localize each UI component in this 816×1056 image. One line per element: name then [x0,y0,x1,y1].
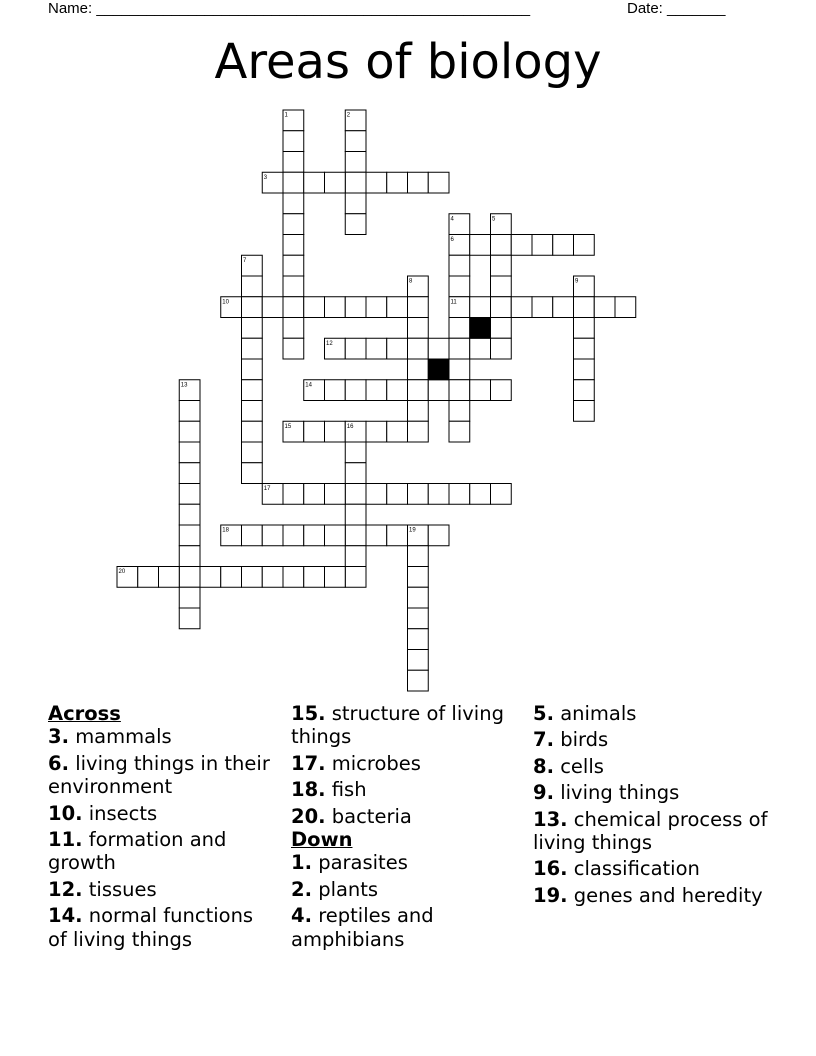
cell-number: 5 [492,216,496,223]
crossword-cell[interactable] [366,338,387,359]
crossword-cell[interactable] [325,525,346,546]
clue-across-14 [48,904,278,951]
crossword-cell[interactable] [491,338,512,359]
crossword-cell[interactable] [179,484,200,505]
crossword-cell[interactable] [574,359,595,380]
clue-across-12 [48,878,278,901]
crossword-cell[interactable] [325,297,346,318]
crossword-cell[interactable] [304,484,325,505]
crossword-cell[interactable] [366,484,387,505]
crossword-cell[interactable] [574,318,595,339]
clue-down-8 [533,755,773,778]
crossword-cell[interactable] [242,359,263,380]
cell-number: 15 [284,423,292,430]
crossword-cell[interactable] [449,484,470,505]
crossword-cell[interactable] [325,484,346,505]
crossword-cell[interactable] [408,421,429,442]
crossword-cell[interactable] [283,297,304,318]
crossword-cell[interactable] [449,276,470,297]
clue-number: 13. [533,807,568,831]
clue-across-20 [291,805,521,828]
crossword-cell[interactable] [449,255,470,276]
cell-number: 14 [305,382,312,389]
clue-number: 9. [533,781,554,805]
cell-number: 7 [243,257,247,264]
crossword-cell[interactable] [242,567,263,588]
clue-text: living things in their environment [48,751,270,799]
crossword-cell[interactable] [553,235,574,256]
crossword-cell[interactable] [283,318,304,339]
clue-text: cells [560,754,604,778]
crossword-black-cell [428,359,449,380]
crossword-cell[interactable] [387,297,408,318]
clue-text: reptiles and amphibians [291,904,434,951]
crossword-cell[interactable] [242,525,263,546]
clue-number: 11. [48,828,83,852]
clue-text: parasites [318,851,408,875]
cell-number: 11 [450,299,457,306]
crossword-cell[interactable] [491,380,512,401]
cell-number: 18 [222,527,229,534]
clue-text: microbes [331,751,421,775]
crossword-cell[interactable] [283,338,304,359]
crossword-cell[interactable] [200,567,221,588]
crossword-cell[interactable] [283,484,304,505]
crossword-cell[interactable] [491,235,512,256]
crossword-cell[interactable] [345,152,366,173]
crossword-cell[interactable] [408,401,429,422]
clue-text: formation and growth [48,828,227,875]
crossword-cell[interactable] [283,131,304,152]
crossword-cell[interactable] [242,297,263,318]
crossword-cell[interactable] [283,567,304,588]
clue-number: 5. [533,702,554,725]
clue-across-18 [291,778,521,801]
crossword-cell[interactable] [470,235,491,256]
crossword-cell[interactable] [179,442,200,463]
crossword-cell[interactable] [366,297,387,318]
cell-number: 12 [326,340,333,347]
crossword-cell[interactable] [449,401,470,422]
crossword-cell[interactable] [387,525,408,546]
crossword-cell[interactable] [449,359,470,380]
crossword-cell[interactable] [242,401,263,422]
cell-number: 9 [575,278,579,285]
crossword-cell[interactable] [345,380,366,401]
clue-down-7 [533,728,773,751]
cell-number: 13 [180,382,188,389]
crossword-cell[interactable] [242,463,263,484]
crossword-cell[interactable] [283,525,304,546]
down-heading: Down [291,828,353,852]
crossword-cell[interactable] [491,484,512,505]
crossword-cell[interactable] [532,235,553,256]
crossword-cell[interactable] [325,421,346,442]
crossword-cell[interactable] [283,152,304,173]
clue-text: birds [560,728,609,752]
crossword-cell[interactable] [408,297,429,318]
crossword-cell[interactable] [345,484,366,505]
crossword-cell[interactable] [179,525,200,546]
crossword-cell[interactable] [283,172,304,193]
crossword-cell[interactable] [574,297,595,318]
crossword-cell[interactable] [345,504,366,525]
clue-down-4 [291,904,521,951]
clue-text: classification [573,857,700,881]
crossword-cell[interactable] [408,629,429,650]
clue-text: bacteria [331,804,412,828]
clue-number: 20. [291,804,326,828]
clue-number: 7. [533,728,554,752]
crossword-cell[interactable] [470,380,491,401]
crossword-cell[interactable] [594,297,615,318]
crossword-cell[interactable] [345,297,366,318]
clue-column-2 [291,702,521,954]
name-field[interactable]: Name: ____________________________________________________ [48,0,531,17]
clue-number: 8. [533,754,554,778]
clue-text: insects [88,801,158,825]
crossword-cell[interactable] [511,235,532,256]
crossword-cell[interactable] [449,338,470,359]
crossword-cell[interactable] [345,463,366,484]
crossword-cell[interactable] [511,297,532,318]
crossword-cell[interactable] [242,338,263,359]
clue-down-5 [533,702,773,725]
page-title: Areas of biology [214,34,602,90]
cell-number: 10 [222,299,229,306]
clue-text: living things [560,781,680,805]
crossword-cell[interactable] [262,567,283,588]
clue-number: 18. [291,778,326,802]
crossword-cell[interactable] [491,318,512,339]
crossword-black-cell [470,318,491,339]
cell-number: 19 [409,527,416,534]
clue-text: animals [560,702,637,725]
crossword-cell[interactable] [387,484,408,505]
crossword-cell[interactable] [408,338,429,359]
crossword-cell[interactable] [428,525,449,546]
clue-number: 6. [48,751,69,775]
crossword-cell[interactable] [179,421,200,442]
crossword-cell[interactable] [221,567,242,588]
clue-down-16 [533,857,773,880]
crossword-cell[interactable] [262,525,283,546]
crossword-cell[interactable] [283,193,304,214]
clue-across-11 [48,828,278,875]
crossword-cell[interactable] [574,380,595,401]
crossword-cell[interactable] [345,193,366,214]
crossword-cell[interactable] [491,276,512,297]
cell-number: 6 [450,237,454,243]
crossword-cell[interactable] [408,546,429,567]
clue-number: 3. [48,725,69,749]
crossword-cell[interactable] [325,172,346,193]
crossword-cell[interactable] [366,421,387,442]
crossword-cell[interactable] [138,567,159,588]
crossword-cell[interactable] [408,587,429,608]
clue-down-1 [291,851,521,874]
cell-number: 4 [450,216,454,223]
crossword-cell[interactable] [408,608,429,629]
clue-number: 1. [291,851,312,875]
crossword-cell[interactable] [532,297,553,318]
cell-number: 1 [284,112,288,119]
clue-down-9 [533,781,773,804]
crossword-cell[interactable] [574,401,595,422]
crossword-cell[interactable] [325,567,346,588]
crossword-cell[interactable] [345,546,366,567]
crossword-cell[interactable] [345,525,366,546]
clue-column-1 [48,702,278,954]
crossword-cell[interactable] [428,338,449,359]
crossword-cell[interactable] [491,297,512,318]
clue-number: 14. [48,904,83,928]
clue-text: normal functions of living things [48,904,254,951]
crossword-cell[interactable] [242,442,263,463]
crossword-cell[interactable] [408,567,429,588]
clue-number: 4. [291,904,312,928]
clue-number: 15. [291,702,326,725]
crossword-cell[interactable] [615,297,636,318]
crossword-cell[interactable] [387,421,408,442]
clue-across-10 [48,802,278,825]
clue-text: structure of living things [291,702,504,749]
crossword-cell[interactable] [242,276,263,297]
crossword-cell[interactable] [470,297,491,318]
crossword-cell[interactable] [304,567,325,588]
crossword-cell[interactable] [408,650,429,671]
crossword-cell[interactable] [325,380,346,401]
crossword-cell[interactable] [304,297,325,318]
crossword-cell[interactable] [345,442,366,463]
crossword-cell[interactable] [428,380,449,401]
crossword-cell[interactable] [366,525,387,546]
crossword-cell[interactable] [449,380,470,401]
crossword-cell[interactable] [179,401,200,422]
crossword-cell[interactable] [408,318,429,339]
clue-number: 12. [48,877,83,901]
clue-number: 10. [48,801,83,825]
crossword-cell[interactable] [428,484,449,505]
clue-across-3 [48,725,278,748]
clue-text: plants [318,877,379,901]
across-heading: Across [48,702,121,725]
clue-text: chemical process of living things [533,807,768,855]
crossword-cell[interactable] [408,670,429,691]
cell-number: 16 [346,423,354,430]
crossword-cell[interactable] [242,318,263,339]
cell-number: 8 [409,278,413,285]
crossword-cell[interactable] [387,338,408,359]
crossword-cell[interactable] [408,484,429,505]
crossword-cell[interactable] [283,235,304,256]
crossword-cell[interactable] [449,421,470,442]
clue-text: genes and heredity [573,883,763,907]
crossword-cell[interactable] [283,255,304,276]
crossword-cell[interactable] [345,131,366,152]
crossword-cell[interactable] [491,255,512,276]
clue-text: fish [331,778,367,802]
crossword-cell[interactable] [470,484,491,505]
crossword-cell[interactable] [179,587,200,608]
crossword-cell[interactable] [449,318,470,339]
clue-number: 16. [533,857,568,881]
crossword-cell[interactable] [304,172,325,193]
crossword-cell[interactable] [345,214,366,235]
crossword-cell[interactable] [428,172,449,193]
crossword-cell[interactable] [387,172,408,193]
crossword-cell[interactable] [387,380,408,401]
crossword-cell[interactable] [179,608,200,629]
crossword-cell[interactable] [553,297,574,318]
crossword-cell[interactable] [408,380,429,401]
crossword-cell[interactable] [179,504,200,525]
cell-number: 17 [263,486,271,492]
crossword-cell[interactable] [408,359,429,380]
clue-down-2 [291,878,521,901]
crossword-cell[interactable] [283,276,304,297]
crossword-cell[interactable] [242,380,263,401]
crossword-cell[interactable] [345,567,366,588]
crossword-cell[interactable] [366,380,387,401]
clue-text: tissues [88,877,157,901]
date-field[interactable]: Date: _______ [627,0,726,17]
clue-down-19 [533,884,773,907]
crossword-cell[interactable] [345,338,366,359]
clue-number: 17. [291,751,326,775]
crossword-cell[interactable] [159,567,180,588]
clue-down-13 [533,808,773,855]
crossword-cell[interactable] [408,172,429,193]
cell-number: 3 [263,174,268,181]
crossword-cell[interactable] [574,235,595,256]
crossword-cell[interactable] [179,546,200,567]
crossword-cell[interactable] [345,172,366,193]
crossword-cell[interactable] [179,463,200,484]
cell-number: 20 [118,569,126,575]
clue-number: 2. [291,877,312,901]
crossword-cell[interactable] [179,567,200,588]
crossword-cell[interactable] [574,338,595,359]
clue-column-3 [533,702,773,910]
crossword-cell[interactable] [304,525,325,546]
clue-across-15 [291,702,521,749]
clue-number: 19. [533,883,568,907]
cell-number: 2 [346,112,351,119]
clue-across-6 [48,752,278,799]
crossword-cell[interactable] [283,214,304,235]
clue-across-17 [291,752,521,775]
crossword-cell[interactable] [262,297,283,318]
clue-text: mammals [75,725,172,749]
crossword-cell[interactable] [242,421,263,442]
crossword-cell[interactable] [366,172,387,193]
crossword-cell[interactable] [304,421,325,442]
crossword-cell[interactable] [470,338,491,359]
